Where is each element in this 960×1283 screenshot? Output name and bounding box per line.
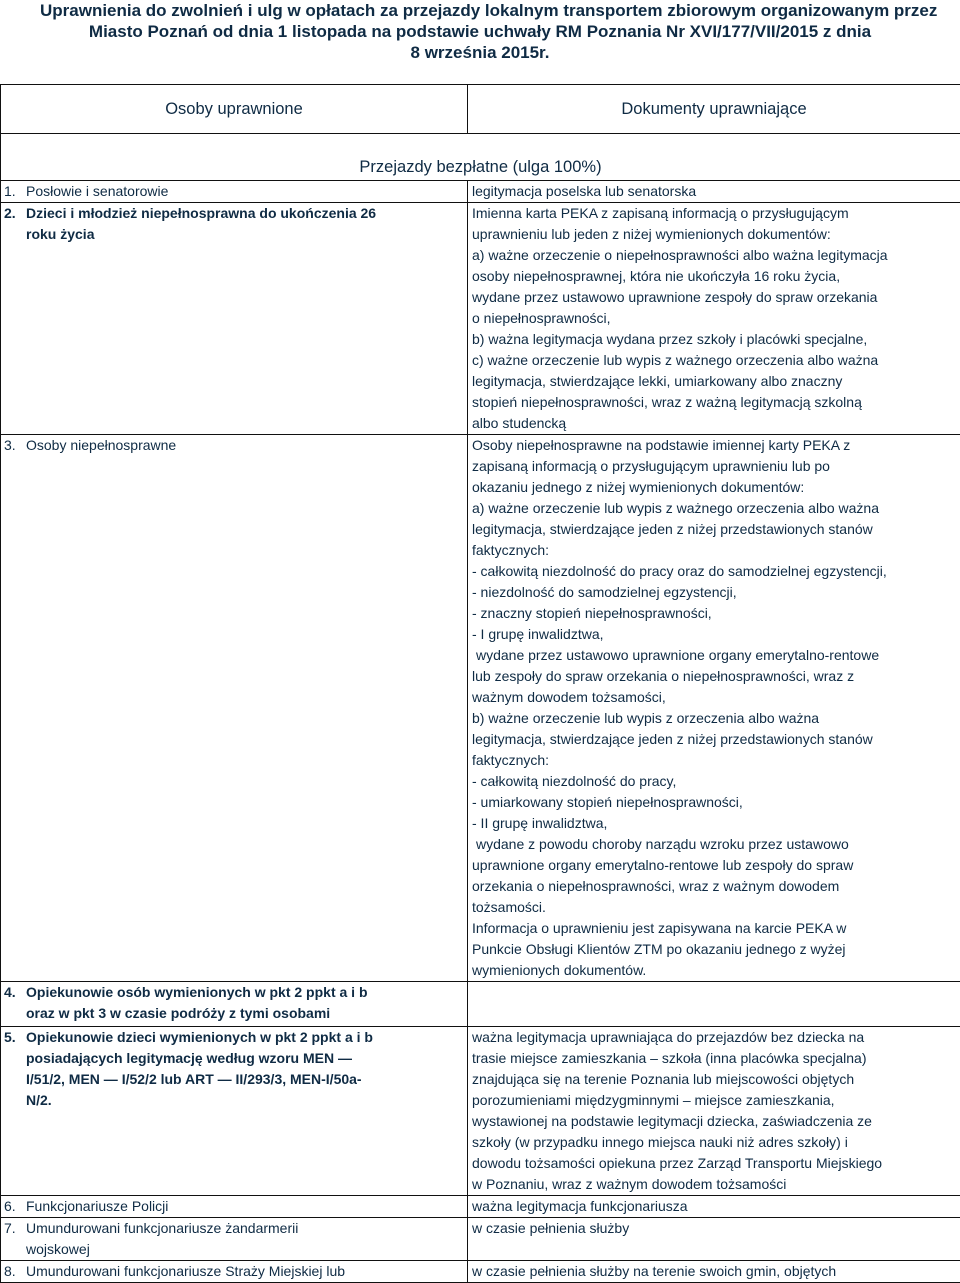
row-number: 1.: [4, 183, 16, 199]
row-6-persons: [1, 1196, 468, 1218]
table-row: [1, 435, 960, 982]
row-4-persons-text-1: Opiekunowie osób wymienionych w pkt 2 ppkt a i b: [26, 984, 368, 1000]
row-5-persons-line-4: N/2.: [26, 1092, 52, 1108]
row-3-doc-line: uprawnione organy emerytalno-rentowe lub zespoły do spraw: [472, 857, 854, 873]
row-2-doc-line: c) ważne orzeczenie lub wypis z ważnego orzeczenia albo ważna: [472, 352, 879, 368]
row-8-documents: [468, 1261, 960, 1283]
document-title: [40, 0, 938, 63]
row-3-persons: [1, 435, 468, 982]
row-3-doc-line: okazaniu jednego z niżej wymienionych dokumentów:: [472, 479, 805, 495]
row-2-doc-line: stopień niepełnosprawności, wraz z ważną legitymacją szkolną: [472, 394, 862, 410]
row-4-persons-line-2: oraz w pkt 3 w czasie podróży z tymi osobami: [26, 1005, 331, 1021]
row-3-doc-line: - całkowitą niezdolność do pracy oraz do samodzielnej egzystencji,: [472, 563, 887, 579]
table-row: [1, 1261, 960, 1283]
table-row: [1, 203, 960, 435]
row-3-doc-line: tożsamości.: [472, 899, 546, 915]
table-header-row: [1, 85, 960, 134]
row-number: 6.: [4, 1198, 16, 1214]
row-2-doc-line: albo studencką: [472, 415, 567, 431]
row-3-doc-line: - II grupę inwalidztwa,: [472, 815, 608, 831]
row-3-persons-text: Osoby niepełnosprawne: [26, 437, 177, 453]
row-1-doc-line: legitymacja poselska lub senatorska: [472, 183, 697, 199]
row-number: 7.: [4, 1220, 16, 1236]
row-5-documents: [468, 1027, 960, 1196]
row-5-doc-line: porozumieniami międzygminnymi – miejsce zamieszkania,: [472, 1092, 835, 1108]
row-7-documents: [468, 1218, 960, 1261]
row-number: 3.: [4, 437, 16, 453]
row-3-doc-line: legitymacja, stwierdzające jeden z niżej przedstawionych stanów: [472, 731, 873, 747]
row-1-documents: [468, 181, 960, 203]
row-2-persons-line-2: roku życia: [26, 226, 95, 242]
row-3-doc-line: zapisaną informacją o przysługującym uprawnieniu lub po: [472, 458, 830, 474]
row-5-doc-line: wystawionej na podstawie legitymacji dziecka, zaświadczenia ze: [472, 1113, 872, 1129]
row-number: 4.: [4, 984, 16, 1000]
header-documents: Dokumenty uprawniające: [468, 85, 960, 134]
header-eligible-persons: Osoby uprawnione: [1, 85, 468, 134]
row-5-doc-line: dowodu tożsamości opiekuna przez Zarząd Transportu Miejskiego: [472, 1155, 883, 1171]
row-2-doc-line: osoby niepełnosprawnej, która nie ukończyła 16 roku życia,: [472, 268, 841, 284]
row-3-doc-line: faktycznych:: [472, 542, 550, 558]
section-header-row: [1, 134, 960, 181]
row-2-persons-text-1: Dzieci i młodzież niepełnosprawna do ukończenia 26: [26, 205, 377, 221]
row-number: 2.: [4, 205, 16, 221]
title-line-1: Uprawnienia do zwolnień i ulg w opłatach za przejazdy lokalnym transportem zbiorowym organizowanym przez: [40, 1, 938, 20]
row-5-doc-line: szkoły (w przypadku innego miejsca nauki niż adres szkoły) i: [472, 1134, 848, 1150]
table-row: [1, 1027, 960, 1196]
row-4-persons-line-1: [4, 982, 463, 1003]
row-2-doc-line: o niepełnosprawności,: [472, 310, 611, 326]
row-1-persons-text: Posłowie i senatorowie: [26, 183, 169, 199]
row-7-doc-line: w czasie pełnienia służby: [472, 1220, 630, 1236]
row-7-persons: [1, 1218, 468, 1261]
row-6-documents: [468, 1196, 960, 1218]
row-6-persons-text: Funkcjonariusze Policji: [26, 1198, 169, 1214]
row-5-persons-line-2: posiadających legitymację według wzoru MEN —: [26, 1050, 352, 1066]
entitlements-table: [0, 84, 960, 1283]
title-line-3: 8 września 2015r.: [410, 43, 550, 62]
row-3-doc-line: - I grupę inwalidztwa,: [472, 626, 604, 642]
row-7-persons-line-1: [4, 1218, 463, 1239]
row-2-doc-line: b) ważna legitymacja wydana przez szkoły i placówki specjalne,: [472, 331, 868, 347]
row-4-documents: [468, 982, 960, 1027]
row-3-doc-line: faktycznych:: [472, 752, 550, 768]
row-3-documents: [468, 435, 960, 982]
row-3-doc-line: wydane z powodu choroby narządu wzroku przez ustawowo: [476, 836, 849, 852]
row-5-persons-text-1: Opiekunowie dzieci wymienionych w pkt 2 ppkt a i b: [26, 1029, 373, 1045]
row-3-doc-line: - niezdolność do samodzielnej egzystencji,: [472, 584, 737, 600]
row-5-persons: [1, 1027, 468, 1196]
row-3-doc-line: - umiarkowany stopień niepełnosprawności,: [472, 794, 743, 810]
row-7-persons-line-2: wojskowej: [26, 1241, 90, 1257]
row-2-doc-line: Imienna karta PEKA z zapisaną informacją o przysługującym: [472, 205, 849, 221]
section-free-rides: Przejazdy bezpłatne (ulga 100%): [1, 134, 960, 181]
title-line-2: Miasto Poznań od dnia 1 listopada na podstawie uchwały RM Poznania Nr XVI/177/VII/2015 z dnia: [88, 22, 872, 41]
row-2-doc-line: uprawnieniu lub jeden z niżej wymienionych dokumentów:: [472, 226, 831, 242]
row-3-doc-line: legitymacja, stwierdzające jeden z niżej przedstawionych stanów: [472, 521, 873, 537]
row-5-doc-line: w Poznaniu, wraz z ważnym dowodem tożsamości: [472, 1176, 787, 1192]
row-2-documents: [468, 203, 960, 435]
row-4-persons: [1, 982, 468, 1027]
row-3-doc-line: wymienionych dokumentów.: [472, 962, 647, 978]
row-3-doc-line: b) ważne orzeczenie lub wypis z orzeczenia albo ważna: [472, 710, 820, 726]
row-3-doc-line: Informacja o uprawnieniu jest zapisywana na karcie PEKA w: [472, 920, 847, 936]
row-3-doc-line: ważnym dowodem tożsamości,: [472, 689, 666, 705]
row-3-doc-line: orzekania o niepełnosprawności, wraz z ważnym dowodem: [472, 878, 840, 894]
row-number: 8.: [4, 1263, 16, 1279]
row-6-doc-line: ważna legitymacja funkcjonariusza: [472, 1198, 688, 1214]
row-3-doc-line: wydane przez ustawowo uprawnione organy emerytalno-rentowe: [476, 647, 880, 663]
row-5-doc-line: ważna legitymacja uprawniająca do przejazdów bez dziecka na: [472, 1029, 865, 1045]
table-row: [1, 1196, 960, 1218]
row-5-doc-line: znajdująca się na terenie Poznania lub miejscowości objętych: [472, 1071, 855, 1087]
row-3-doc-line: a) ważne orzeczenie lub wypis z ważnego orzeczenia albo ważna: [472, 500, 879, 516]
row-8-persons: [1, 1261, 468, 1283]
row-5-doc-line: trasie miejsce zamieszkania – szkoła (inna placówka specjalna): [472, 1050, 867, 1066]
row-2-persons-line-1: [4, 203, 463, 224]
row-3-doc-line: - całkowitą niezdolność do pracy,: [472, 773, 677, 789]
table-row: [1, 982, 960, 1027]
table-row: [1, 1218, 960, 1261]
row-3-doc-line: Osoby niepełnosprawne na podstawie imiennej karty PEKA z: [472, 437, 851, 453]
row-2-doc-line: wydane przez ustawowo uprawnione zespoły do spraw orzekania: [472, 289, 878, 305]
table-row: [1, 181, 960, 203]
row-2-persons: [1, 203, 468, 435]
row-3-doc-line: - znaczny stopień niepełnosprawności,: [472, 605, 712, 621]
row-number: 5.: [4, 1029, 16, 1045]
row-3-doc-line: Punkcie Obsługi Klientów ZTM po okazaniu jednego z wyżej: [472, 941, 846, 957]
row-2-doc-line: a) ważne orzeczenie o niepełnosprawności albo ważna legitymacja: [472, 247, 888, 263]
row-5-persons-line-3: I/51/2, MEN — I/52/2 lub ART — II/293/3, MEN-I/50a-: [26, 1071, 362, 1087]
row-5-persons-line-1: [4, 1027, 463, 1048]
row-2-doc-line: legitymacja, stwierdzające lekki, umiarkowany albo znaczny: [472, 373, 843, 389]
row-7-persons-text-1: Umundurowani funkcjonariusze żandarmerii: [26, 1220, 299, 1236]
row-8-persons-text: Umundurowani funkcjonariusze Straży Miejskiej lub: [26, 1263, 346, 1279]
row-8-doc-line: w czasie pełnienia służby na terenie swoich gmin, objętych: [472, 1263, 837, 1279]
row-1-persons: [1, 181, 468, 203]
row-3-doc-line: lub zespoły do spraw orzekania o niepełnosprawności, wraz z: [472, 668, 855, 684]
